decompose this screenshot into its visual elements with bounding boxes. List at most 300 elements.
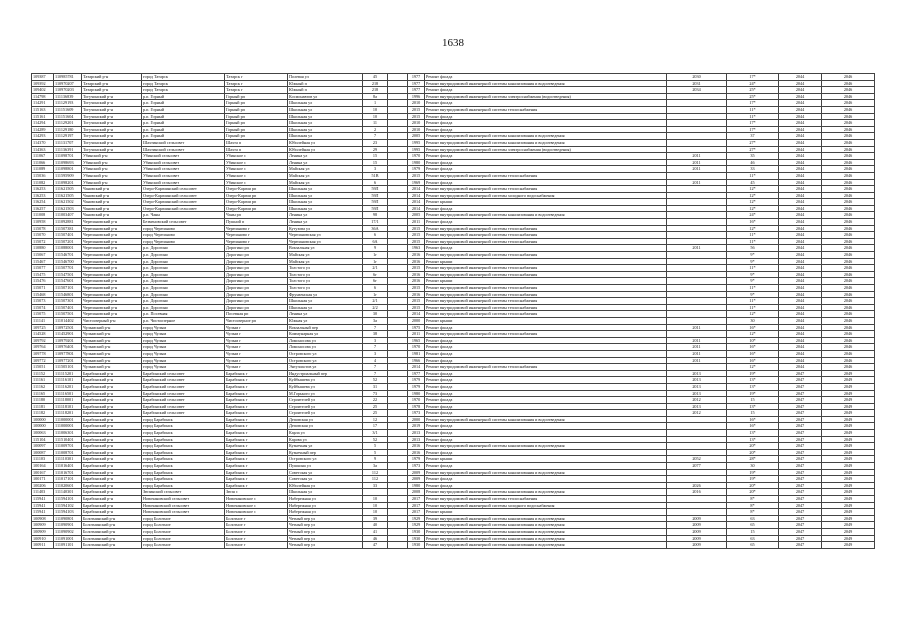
table-row (32, 133, 875, 140)
table-cell: 35 (727, 153, 779, 160)
table-cell: 1г (363, 258, 388, 265)
table-cell: 2047 (779, 476, 822, 483)
table-cell (388, 469, 408, 476)
table-cell: Чановский р-н (82, 186, 142, 193)
table-cell: Южный п (288, 87, 363, 94)
table-cell: Ремонт внутридомовой инженерной системы канализования и водоотведения (425, 80, 667, 87)
table-cell: 27* (727, 139, 779, 146)
table-cell: 2011 (667, 166, 727, 173)
table-cell: 1975 (408, 324, 425, 331)
table-cell: 1977 (408, 74, 425, 81)
table-cell: 111008701 (54, 449, 82, 456)
table-cell: 1979 (408, 377, 425, 384)
table-cell: 3/1 (363, 430, 388, 437)
table-cell: 2049 (822, 397, 875, 404)
table-cell (667, 311, 727, 318)
table-cell: 2011 (667, 344, 727, 351)
table-cell: 2012 (667, 410, 727, 417)
table-cell (667, 449, 727, 456)
table-row (32, 271, 875, 278)
table-cell: Ремонт крыши (425, 278, 667, 285)
table-cell: 46 (727, 159, 779, 166)
table-cell: р.п. Посевная (142, 311, 225, 318)
table-cell: 2005 (408, 212, 425, 219)
table-cell: 114363 (32, 146, 54, 153)
table-cell: 111452901 (54, 331, 82, 338)
table-cell (388, 106, 408, 113)
table-cell: Деповская ул (288, 416, 363, 423)
table-cell: Пушкина ул (288, 463, 363, 470)
table-cell (667, 271, 727, 278)
table-cell: город Черепаново (142, 232, 225, 239)
table-cell: Убинский р-н (82, 172, 142, 179)
table-cell: 109772 (32, 357, 54, 364)
table-cell: 2030 (667, 74, 727, 81)
table-cell: 2044 (779, 331, 822, 338)
table-cell (388, 166, 408, 173)
table-cell: 12* (727, 205, 779, 212)
table-cell: Барабинск г (225, 476, 288, 483)
table-row (32, 80, 875, 87)
table-cell: 2047 (779, 377, 822, 384)
table-cell: Барабинский р-н (82, 463, 142, 470)
table-cell: 2044 (779, 172, 822, 179)
table-cell: 2047 (779, 496, 822, 503)
table-cell: 16* (727, 416, 779, 423)
table-row (32, 219, 875, 226)
table-cell (388, 139, 408, 146)
table-cell: р.п. Горный (142, 126, 225, 133)
table-cell: 12* (727, 331, 779, 338)
table-cell: Дорогино рп (225, 271, 288, 278)
table-cell: 2044 (779, 225, 822, 232)
table-cell: 109725 (32, 324, 54, 331)
table-cell: 28* (727, 456, 779, 463)
table-cell: 1929 (408, 522, 425, 529)
table-cell: 115468 (32, 291, 54, 298)
table-cell: 2047 (779, 469, 822, 476)
table-cell: Черепановский р-н (82, 238, 142, 245)
table-cell (388, 324, 408, 331)
table-cell: Черепановский р-н (82, 265, 142, 272)
table-cell: 38 (363, 331, 388, 338)
table-cell (667, 509, 727, 516)
table-cell: Барабинский сельсовет (142, 397, 225, 404)
table-cell: 31 (363, 383, 388, 390)
table-cell: Ремонт внутридомовой инженерной системы канализования и водоотведения (425, 515, 667, 522)
table-row (32, 153, 875, 160)
table-cell: город Чулым (142, 350, 225, 357)
table-cell: Барабинский р-н (82, 410, 142, 417)
table-cell: 111098801 (54, 166, 82, 173)
table-cell (667, 199, 727, 206)
table-cell (667, 298, 727, 305)
table-cell: Майская ул (288, 166, 363, 173)
table-cell (667, 225, 727, 232)
table-row (32, 298, 875, 305)
table-cell: 2011 (667, 324, 727, 331)
table-cell: Ремонт фасада (425, 383, 667, 390)
table-cell: 111547501 (54, 271, 82, 278)
table-cell: 109387 (32, 74, 54, 81)
table-cell: 2044 (779, 364, 822, 371)
table-cell (388, 430, 408, 437)
table-row (32, 199, 875, 206)
table-cell: 100909 (32, 528, 54, 535)
table-cell: 2015 (408, 285, 425, 292)
table-cell: р.п. Чаны (142, 212, 225, 219)
table-cell: р.п. Дорогино (142, 265, 225, 272)
table-cell: 2013 (408, 436, 425, 443)
table-cell (388, 225, 408, 232)
table-cell: Барабинский р-н (82, 482, 142, 489)
table-row (32, 74, 875, 81)
table-cell: 110970203 (54, 87, 82, 94)
table-cell: 111131707 (54, 139, 82, 146)
table-cell: 115075 (32, 311, 54, 318)
table-cell: Дорогино рп (225, 258, 288, 265)
table-cell: 1977 (408, 87, 425, 94)
table-cell: 111621505 (54, 186, 82, 193)
table-cell: Ремонт внутридомовой инженерной системы теплоснабжения (425, 285, 667, 292)
table-cell: Ремонт внутридомовой инженерной системы теплоснабжения (425, 265, 667, 272)
table-cell: город Чулым (142, 337, 225, 344)
table-cell: Черепановский р-н (82, 252, 142, 259)
table-cell: 2009 (667, 535, 727, 542)
table-cell (388, 80, 408, 87)
table-cell: 52 (363, 436, 388, 443)
table-cell: 63 (727, 535, 779, 542)
table-cell: 2014 (408, 205, 425, 212)
table-cell: 15 (363, 153, 388, 160)
table-cell: 2014 (408, 364, 425, 371)
table-cell (667, 469, 727, 476)
table-cell: Ремонт внутридомовой инженерной системы теплоснабжения (425, 232, 667, 239)
table-cell: 2009 (667, 515, 727, 522)
table-cell (667, 331, 727, 338)
table-cell: Фрунзенская ул (288, 291, 363, 298)
table-cell: 13* (727, 430, 779, 437)
table-cell: 2000 (408, 317, 425, 324)
table-cell: 111621505 (54, 192, 82, 199)
table-cell: Тогучинский р-н (82, 139, 142, 146)
table-cell: Куйбышева ул (288, 383, 363, 390)
table-cell (388, 120, 408, 127)
table-cell: город Болотное (142, 542, 225, 549)
table-cell: Четный пер ул (288, 542, 363, 549)
table-cell: Островского ул (288, 350, 363, 357)
table-cell: 2049 (822, 430, 875, 437)
table-cell (388, 496, 408, 503)
table-row (32, 436, 875, 443)
table-cell: 2046 (822, 364, 875, 371)
table-cell: 1981 (408, 350, 425, 357)
table-cell: 218 (363, 87, 388, 94)
table-cell: 25* (727, 87, 779, 94)
table-cell: 115078 (32, 225, 54, 232)
table-cell: 2 (363, 126, 388, 133)
table-cell: 111118001 (54, 397, 82, 404)
table-cell: 2049 (822, 515, 875, 522)
table-cell: Ремонт внутридомовой инженерной системы теплоснабжения (425, 364, 667, 371)
table-cell: Ремонт внутридомовой инженерной системы холодного водоснабжения (425, 192, 667, 199)
table-cell: Ремонт внутридомовой инженерной системы канализования и водоотведения (425, 522, 667, 529)
table-cell: 2046 (822, 186, 875, 193)
table-cell: 114528 (32, 331, 54, 338)
table-cell: 9* (727, 258, 779, 265)
table-cell: 111009701 (54, 443, 82, 450)
table-cell: 15 (363, 159, 388, 166)
table-cell: 5 (363, 443, 388, 450)
table-cell: Убинское с (225, 179, 288, 186)
table-row (32, 397, 875, 404)
table-cell: 1995 (408, 146, 425, 153)
table-cell: Шахта п (225, 146, 288, 153)
table-cell: Школьная ул (288, 489, 363, 496)
table-cell: 13* (727, 377, 779, 384)
table-cell: Озеро-Карачинский сельсовет (142, 186, 225, 193)
table-cell: 2044 (779, 291, 822, 298)
table-cell: Ремонт внутридомовой инженерной системы канализования и водоотведения (425, 133, 667, 140)
table-cell: 8* (727, 496, 779, 503)
table-cell (667, 133, 727, 140)
table-cell (388, 159, 408, 166)
table-cell: Ремонт фасада (425, 153, 667, 160)
table-cell (388, 370, 408, 377)
table-cell (388, 179, 408, 186)
table-cell: 17* (727, 120, 779, 127)
table-cell: 115072 (32, 238, 54, 245)
table-row (32, 106, 875, 113)
table-cell: 111181 (32, 403, 54, 410)
table-cell: Ремонт фасада (425, 403, 667, 410)
table-cell: 2046 (822, 357, 875, 364)
table-cell: 100063 (32, 430, 54, 437)
table-cell: 2049 (822, 449, 875, 456)
table-cell: 100909 (32, 522, 54, 529)
table-cell: Черепановский р-н (82, 311, 142, 318)
table-cell: 2011 (667, 357, 727, 364)
table-cell: 111006301 (54, 430, 82, 437)
table-cell: Барабинский сельсовет (142, 370, 225, 377)
table-cell: 115476 (32, 278, 54, 285)
table-cell: 111129193 (54, 100, 82, 107)
table-cell (667, 265, 727, 272)
table-cell: р.п. Горный (142, 93, 225, 100)
table-cell: Ремонт фасада (425, 344, 667, 351)
table-row (32, 258, 875, 265)
table-cell (363, 489, 388, 496)
table-cell (388, 410, 408, 417)
table-cell: 2044 (779, 337, 822, 344)
table-cell: 2010 (408, 120, 425, 127)
table-cell: 110979201 (54, 337, 82, 344)
table-cell: Ленина ул (288, 311, 363, 318)
table-cell: 114370 (32, 139, 54, 146)
table-cell: Дорогино рп (225, 304, 288, 311)
table-row (32, 87, 875, 94)
table-cell: 10 (363, 106, 388, 113)
table-cell: 6 (363, 179, 388, 186)
table-cell: Чулым г (225, 344, 288, 351)
table-cell (388, 403, 408, 410)
table-cell: 111182 (32, 410, 54, 417)
table-cell: 6г (363, 271, 388, 278)
table-cell: 6 (363, 285, 388, 292)
table-cell: Ремонт фасада (425, 113, 667, 120)
table-cell: Толстого ул (288, 285, 363, 292)
table-row (32, 93, 875, 100)
table-cell: 6г (363, 278, 388, 285)
table-cell: р.п. Дорогино (142, 304, 225, 311)
table-cell: Ремонт внутридомовой инженерной системы теплоснабжения (425, 172, 667, 179)
table-cell (667, 113, 727, 120)
table-cell: Строителей ул (288, 410, 363, 417)
table-cell: 2046 (822, 317, 875, 324)
table-cell (667, 212, 727, 219)
table-cell: Чулым г (225, 350, 288, 357)
table-cell: 3 (363, 166, 388, 173)
table-cell: Южный п (288, 80, 363, 87)
table-cell: 2049 (822, 423, 875, 430)
table-cell: город Болотное (142, 528, 225, 535)
table-cell: 111090801 (54, 515, 82, 522)
table-cell: 100908 (32, 515, 54, 522)
table-cell: Тогучинский р-н (82, 93, 142, 100)
table-cell: Ремонт фасада (425, 436, 667, 443)
table-cell: 2046 (822, 74, 875, 81)
table-cell: 2016 (408, 252, 425, 259)
table-cell: 19* (727, 469, 779, 476)
table-cell: 41 (363, 528, 388, 535)
table-cell: Школьная ул (288, 304, 363, 311)
table-cell: Озеро-Карачинский сельсовет (142, 205, 225, 212)
table-cell: 2046 (822, 337, 875, 344)
table-cell: Черепаново г (225, 238, 288, 245)
table-cell (388, 522, 408, 529)
table-cell: 1973 (408, 463, 425, 470)
table-cell: 2047 (779, 423, 822, 430)
table-cell: город Чулым (142, 324, 225, 331)
table-cell (667, 278, 727, 285)
table-cell: 2049 (822, 377, 875, 384)
table-cell: Озеро-Карачи рп (225, 192, 288, 199)
table-cell: 2009 (667, 522, 727, 529)
table-cell: Островского ул (288, 357, 363, 364)
table-cell: 111115201 (54, 370, 82, 377)
table-cell: Новочановское с (225, 496, 288, 503)
table-cell: 2047 (779, 542, 822, 549)
table-cell: 7 (363, 370, 388, 377)
table-cell: 15 (727, 528, 779, 535)
table-cell: Убинский р-н (82, 179, 142, 186)
table-cell: 2046 (822, 265, 875, 272)
table-cell: 11 (363, 120, 388, 127)
table-row (32, 232, 875, 239)
table-cell: 111098201 (54, 179, 82, 186)
table-cell: 2049 (822, 443, 875, 450)
table-cell (388, 219, 408, 226)
table-cell: Ремонт внутридомовой инженерной системы канализования и водоотведения (425, 489, 667, 496)
table-cell: Чулымский р-н (82, 364, 142, 371)
table-cell: 114289 (32, 126, 54, 133)
table-cell: Майская ул (288, 172, 363, 179)
table-cell: Толстого ул (288, 278, 363, 285)
table-cell: р.п. Дорогино (142, 252, 225, 259)
table-cell: 115941 (32, 502, 54, 509)
table-cell: Барабинский р-н (82, 370, 142, 377)
table-cell: Барабинск г (225, 410, 288, 417)
table-cell: 15 (727, 410, 779, 417)
table-cell: 10 (363, 113, 388, 120)
table-cell: город Татарск (142, 87, 225, 94)
table-cell: 111116101 (54, 377, 82, 384)
table-cell: Ремонт внутридомовой инженерной системы теплоснабжения (425, 106, 667, 113)
table-cell: Болотное г (225, 528, 288, 535)
table-cell: 8* (727, 502, 779, 509)
table-cell: 2011 (667, 245, 727, 252)
table-cell: 111507401 (54, 304, 82, 311)
table-cell: 2044 (779, 74, 822, 81)
repair-schedule-table-wrap (31, 73, 874, 549)
table-cell: 59Л (363, 186, 388, 193)
table-cell (388, 271, 408, 278)
table-cell: Шахта п (225, 139, 288, 146)
table-cell: 30 (727, 463, 779, 470)
table-cell: 100910 (32, 535, 54, 542)
table-cell: 110958 (32, 219, 54, 226)
table-cell: 111594103 (54, 509, 82, 516)
table-cell (388, 423, 408, 430)
table-cell: 1970 (408, 397, 425, 404)
table-cell: 2049 (822, 496, 875, 503)
table-cell (667, 252, 727, 259)
table-cell: Ремонт фасада (425, 430, 667, 437)
table-cell: Болотное г (225, 522, 288, 529)
table-cell: 111141 (32, 317, 54, 324)
table-cell: город Барабинск (142, 476, 225, 483)
table-cell: Вокзальная ул (288, 245, 363, 252)
table-cell: 111546700 (54, 258, 82, 265)
table-cell: 7 (363, 324, 388, 331)
table-cell: 111014402 (54, 317, 82, 324)
table-cell: 2047 (779, 528, 822, 535)
table-cell: Барабинский р-н (82, 383, 142, 390)
table-cell: город Барабинск (142, 416, 225, 423)
table-cell (388, 87, 408, 94)
table-cell: Ремонт внутридомовой инженерной системы теплоснабжения (425, 304, 667, 311)
table-cell: 110977801 (54, 350, 82, 357)
table-cell: город Барабинск (142, 456, 225, 463)
table-cell: Черепановский р-н (82, 298, 142, 305)
table-cell: 110970207 (54, 80, 82, 87)
table-cell: 1980 (408, 159, 425, 166)
table-cell: 2044 (779, 212, 822, 219)
table-cell: 111098701 (54, 153, 82, 160)
table-cell: 2049 (822, 403, 875, 410)
table-cell: Татарск г (225, 87, 288, 94)
table-cell (388, 317, 408, 324)
table-cell: Строителей ул (288, 403, 363, 410)
table-cell: Ломоносова ул (288, 337, 363, 344)
table-cell: Черепановский р-н (82, 225, 142, 232)
table-cell: Дорогино рп (225, 298, 288, 305)
table-cell: 2044 (779, 357, 822, 364)
table-cell: 2046 (822, 304, 875, 311)
table-cell: 2012 (667, 397, 727, 404)
table-cell (388, 502, 408, 509)
table-cell: 2015 (408, 298, 425, 305)
